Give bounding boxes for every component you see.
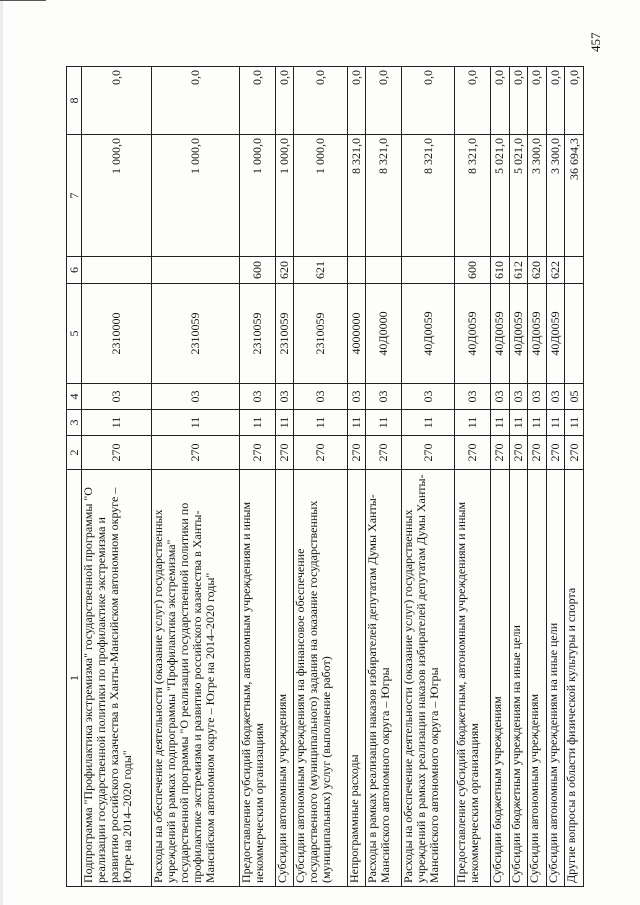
table-body xyxy=(82,67,584,887)
cell-c7: 3 300,0 xyxy=(528,135,547,257)
cell-c4: 03 xyxy=(294,384,347,410)
cell-c3: 11 xyxy=(152,410,240,436)
cell-c5: 40Д0059 xyxy=(546,284,565,384)
cell-c8: 0,0 xyxy=(152,67,240,135)
cell-c2: 270 xyxy=(240,436,276,470)
cell-c5: 2310059 xyxy=(240,284,276,384)
row-name-cell: Предоставление субсидий бюджетным, автономным учреждениям и иным некоммерческим организациям xyxy=(240,470,276,887)
row-name-cell: Субсидии бюджетным учреждениям на иные цели xyxy=(509,470,528,887)
cell-c2: 270 xyxy=(546,436,565,470)
cell-c3: 11 xyxy=(240,410,276,436)
cell-c3: 11 xyxy=(455,410,491,436)
cell-c4: 03 xyxy=(82,384,152,410)
cell-c3: 11 xyxy=(546,410,565,436)
cell-c4: 03 xyxy=(509,384,528,410)
cell-c6: 610 xyxy=(490,257,509,284)
col-header: 3 xyxy=(67,410,82,436)
table-row xyxy=(82,67,152,887)
row-name-cell: Предоставление субсидий бюджетным, автономным учреждениям и иным некоммерческим организациям xyxy=(455,470,491,887)
scan-edge xyxy=(0,0,3,905)
cell-c7: 1 000,0 xyxy=(152,135,240,257)
cell-c4: 03 xyxy=(366,384,402,410)
row-name-cell: Субсидии автономным учреждениям xyxy=(275,470,294,887)
cell-c4: 03 xyxy=(240,384,276,410)
cell-c4: 03 xyxy=(546,384,565,410)
cell-c7: 1 000,0 xyxy=(294,135,347,257)
table-row xyxy=(294,67,347,887)
cell-c5: 2310059 xyxy=(152,284,240,384)
cell-c5: 2310000 xyxy=(82,284,152,384)
table-row xyxy=(528,67,547,887)
budget-table xyxy=(66,66,584,887)
cell-c2: 270 xyxy=(152,436,240,470)
col-header: 4 xyxy=(67,384,82,410)
col-header: 6 xyxy=(67,257,82,284)
col-header: 7 xyxy=(67,135,82,257)
cell-c7: 8 321,0 xyxy=(401,135,454,257)
cell-c8: 0,0 xyxy=(565,67,584,135)
table-row xyxy=(240,67,276,887)
cell-c7: 1 000,0 xyxy=(275,135,294,257)
cell-c4: 03 xyxy=(528,384,547,410)
cell-c6: 622 xyxy=(546,257,565,284)
col-header: 5 xyxy=(67,284,82,384)
cell-c5: 40Д0059 xyxy=(528,284,547,384)
cell-c4: 03 xyxy=(152,384,240,410)
row-name-cell: Субсидии автономным учреждениям xyxy=(528,470,547,887)
cell-c3: 11 xyxy=(366,410,402,436)
cell-c6 xyxy=(565,257,584,284)
table-row xyxy=(546,67,565,887)
cell-c2: 270 xyxy=(401,436,454,470)
page-number: 457 xyxy=(588,32,603,52)
table-row xyxy=(490,67,509,887)
cell-c5: 40Д0000 xyxy=(366,284,402,384)
row-name-cell: Расходы на обеспечение деятельности (оказание услуг) государственных учреждений в рамках реализации наказов избирателей депутатам Думы Ханты-Мансийского автономного округа – Югры xyxy=(401,470,454,887)
cell-c6: 600 xyxy=(240,257,276,284)
cell-c3: 11 xyxy=(82,410,152,436)
cell-c4: 03 xyxy=(455,384,491,410)
col-header: 1 xyxy=(67,470,82,887)
cell-c5: 2310059 xyxy=(294,284,347,384)
cell-c6: 612 xyxy=(509,257,528,284)
cell-c4: 03 xyxy=(275,384,294,410)
row-name-cell: Субсидии бюджетным учреждениям xyxy=(490,470,509,887)
cell-c6 xyxy=(82,257,152,284)
table-row xyxy=(275,67,294,887)
cell-c2: 270 xyxy=(294,436,347,470)
cell-c7: 5 021,0 xyxy=(490,135,509,257)
cell-c5: 40Д0059 xyxy=(490,284,509,384)
cell-c3: 11 xyxy=(509,410,528,436)
cell-c8: 0,0 xyxy=(509,67,528,135)
cell-c4: 03 xyxy=(490,384,509,410)
cell-c8: 0,0 xyxy=(82,67,152,135)
cell-c2: 270 xyxy=(82,436,152,470)
cell-c5: 40Д0059 xyxy=(509,284,528,384)
cell-c8: 0,0 xyxy=(240,67,276,135)
cell-c2: 270 xyxy=(366,436,402,470)
budget-table-rotated xyxy=(66,67,584,887)
col-header: 2 xyxy=(67,436,82,470)
cell-c4: 03 xyxy=(401,384,454,410)
cell-c4: 03 xyxy=(347,384,366,410)
row-name-cell: Расходы в рамках реализации наказов избирателей депутатам Думы Ханты-Мансийского автономного округа – Югры xyxy=(366,470,402,887)
cell-c7: 8 321,0 xyxy=(366,135,402,257)
row-name-cell: Непрограммные расходы xyxy=(347,470,366,887)
cell-c2: 270 xyxy=(565,436,584,470)
cell-c6 xyxy=(347,257,366,284)
cell-c3: 11 xyxy=(275,410,294,436)
header-row xyxy=(67,67,82,887)
header-rule xyxy=(0,0,46,1)
cell-c3: 11 xyxy=(347,410,366,436)
cell-c6: 620 xyxy=(528,257,547,284)
row-name-cell: Субсидии автономным учреждениям на иные цели xyxy=(546,470,565,887)
cell-c5: 40Д0059 xyxy=(455,284,491,384)
cell-c2: 270 xyxy=(509,436,528,470)
table-row xyxy=(565,67,584,887)
cell-c7: 5 021,0 xyxy=(509,135,528,257)
cell-c2: 270 xyxy=(275,436,294,470)
cell-c8: 0,0 xyxy=(275,67,294,135)
cell-c4: 05 xyxy=(565,384,584,410)
cell-c3: 11 xyxy=(294,410,347,436)
cell-c6 xyxy=(152,257,240,284)
cell-c6 xyxy=(366,257,402,284)
cell-c5: 4000000 xyxy=(347,284,366,384)
table-row xyxy=(455,67,491,887)
cell-c5 xyxy=(565,284,584,384)
row-name-cell: Другие вопросы в области физической культуры и спорта xyxy=(565,470,584,887)
cell-c8: 0,0 xyxy=(546,67,565,135)
cell-c8: 0,0 xyxy=(528,67,547,135)
cell-c5: 2310059 xyxy=(275,284,294,384)
cell-c7: 8 321,0 xyxy=(455,135,491,257)
cell-c3: 11 xyxy=(401,410,454,436)
cell-c2: 270 xyxy=(490,436,509,470)
cell-c7: 1 000,0 xyxy=(82,135,152,257)
cell-c6: 621 xyxy=(294,257,347,284)
cell-c6: 600 xyxy=(455,257,491,284)
cell-c6: 620 xyxy=(275,257,294,284)
cell-c2: 270 xyxy=(347,436,366,470)
cell-c3: 11 xyxy=(528,410,547,436)
row-name-cell: Подпрограмма "Профилактика экстремизма" государственной программы "О реализации государственной политики по профилактике экстремизма и развитию российского казачества в Ханты-Мансийском автономном округе – Югре на 2014–2020 годы" xyxy=(82,470,152,887)
cell-c3: 11 xyxy=(490,410,509,436)
table-row xyxy=(152,67,240,887)
cell-c8: 0,0 xyxy=(294,67,347,135)
cell-c8: 0,0 xyxy=(490,67,509,135)
cell-c5: 40Д0059 xyxy=(401,284,454,384)
table-row xyxy=(366,67,402,887)
col-header: 8 xyxy=(67,67,82,135)
table-row xyxy=(347,67,366,887)
row-name-cell: Расходы на обеспечение деятельности (оказание услуг) государственных учреждений в рамках подпрограммы "Профилактика экстремизма" государственной программы "О реализации государственной политики по профилактике экстремизма и развитию российского казачества в Ханты-Мансийском автономном округе – Югре на 2014–2020 годы" xyxy=(152,470,240,887)
cell-c8: 0,0 xyxy=(455,67,491,135)
cell-c2: 270 xyxy=(455,436,491,470)
cell-c7: 3 300,0 xyxy=(546,135,565,257)
table-row xyxy=(401,67,454,887)
cell-c8: 0,0 xyxy=(401,67,454,135)
cell-c8: 0,0 xyxy=(366,67,402,135)
cell-c6 xyxy=(401,257,454,284)
cell-c8: 0,0 xyxy=(347,67,366,135)
row-name-cell: Субсидии автономным учреждениям на финансовое обеспечение государственного (муниципального) задания на оказание государственных (муниципальных) услуг (выполнение работ) xyxy=(294,470,347,887)
cell-c7: 8 321,0 xyxy=(347,135,366,257)
table-row xyxy=(509,67,528,887)
cell-c7: 36 694,3 xyxy=(565,135,584,257)
cell-c3: 11 xyxy=(565,410,584,436)
cell-c2: 270 xyxy=(528,436,547,470)
cell-c7: 1 000,0 xyxy=(240,135,276,257)
